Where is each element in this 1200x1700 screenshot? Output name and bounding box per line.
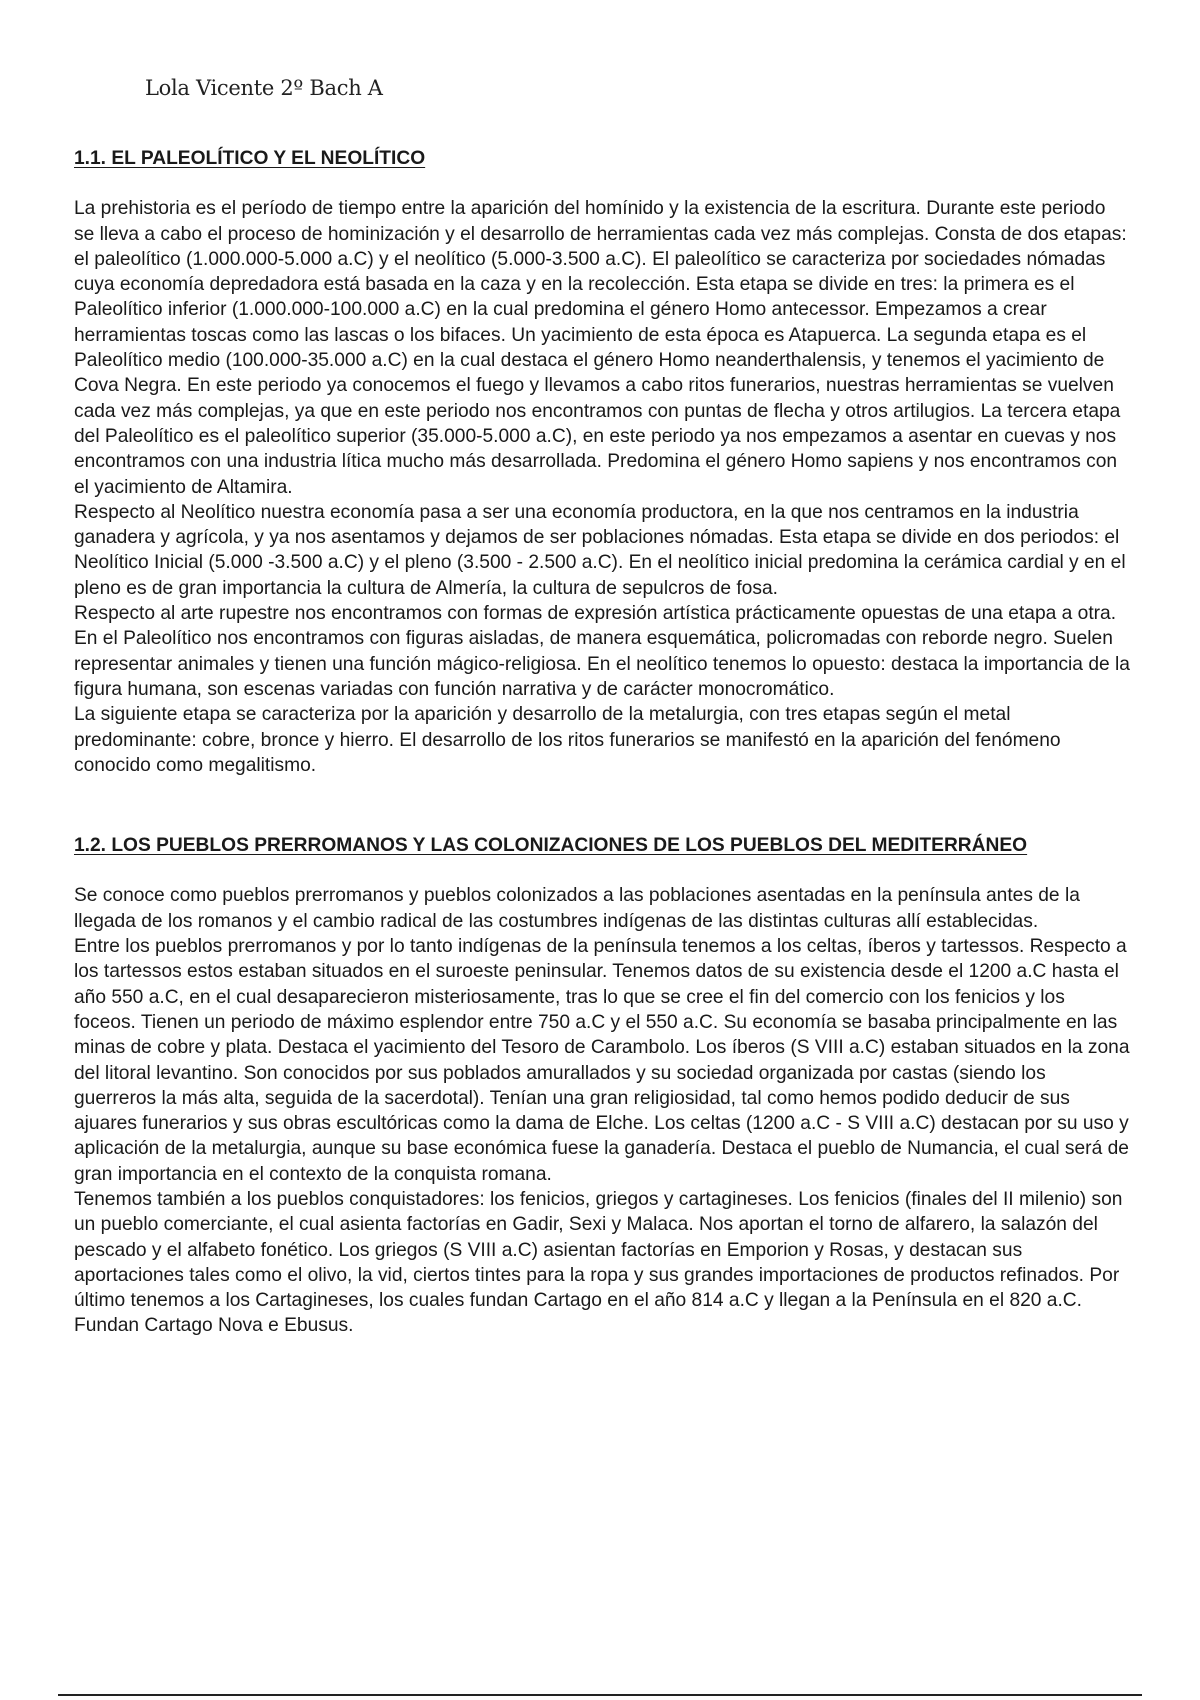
section-title: 1.1. EL PALEOLÍTICO Y EL NEOLÍTICO — [74, 148, 426, 169]
author-header: Lola Vicente 2º Bach A — [145, 76, 383, 100]
section-pueblos-prerromanos — [74, 833, 1130, 1339]
footer-divider — [58, 1694, 1142, 1696]
section-title: 1.2. LOS PUEBLOS PRERROMANOS Y LAS COLONIZACIONES DE LOS PUEBLOS DEL MEDITERRÁNEO — [74, 835, 1028, 857]
paragraph: Entre los pueblos prerromanos y por lo tanto indígenas de la península tenemos a los celtas, íberos y tartessos. Respecto a los tartessos estos estaban situados en el suroeste peninsular. Tenemos datos de su existencia desde el 1200 a.C hasta el año 550 a.C, en el cual desaparecieron misteriosamente, tras lo que se cree el fin del comercio con los fenicios y los foceos. Tienen un periodo de máximo esplendor entre 750 a.C y el 550 a.C. Su economía se basaba principalmente en las minas de cobre y plata. Destaca el yacimiento del Tesoro de Carambolo. Los íberos (S VIII a.C) estaban situados en la zona del litoral levantino. Son conocidos por sus poblados amurallados y su sociedad organizada por castas (siendo los guerreros la más alta, seguida de la sacerdotal). Tenían una gran religiosidad, tal como hemos podido deducir de sus ajuares funerarios y sus obras escultóricas como la dama de Elche. Los celtas (1200 a.C - S VIII a.C) destacan por su uso y aplicación de la metalurgia, aunque su base económica fuese la ganadería. Destaca el pueblo de Numancia, el cual será de gran importancia en el contexto de la conquista romana. — [74, 936, 1130, 1185]
paragraph: Respecto al arte rupestre nos encontramos con formas de expresión artística prácticamente opuestas de una etapa a otra. En el Paleolítico nos encontramos con figuras aisladas, de manera esquemática, policromadas con reborde negro. Suelen representar animales y tienen una función mágico-religiosa. En el neolítico tenemos lo opuesto: destaca la importancia de la figura humana, son escenas variadas con función narrativa y de carácter monocromático. — [74, 603, 1130, 700]
section-paleolitico-neolitico — [74, 146, 1130, 778]
paragraph: Tenemos también a los pueblos conquistadores: los fenicios, griegos y cartagineses. Los fenicios (finales del II milenio) son un pueblo comerciante, el cual asienta factorías en Gadir, Sexi y Malaca. Nos aportan el torno de alfarero, la salazón del pescado y el alfabeto fonético. Los griegos (S VIII a.C) asientan factorías en Emporion y Rosas, y destacan sus aportaciones tales como el olivo, la vid, ciertos tintes para la ropa y sus grandes importaciones de productos refinados. Por último tenemos a los Cartagineses, los cuales fundan Cartago en el año 814 a.C y llegan a la Península en el 820 a.C. Fundan Cartago Nova e Ebusus. — [74, 1188, 1123, 1337]
document-body — [74, 146, 1130, 1339]
paragraph: Se conoce como pueblos prerromanos y pueblos colonizados a las poblaciones asentadas en la península antes de la llegada de los romanos y el cambio radical de las costumbres indígenas de las distintas culturas allí establecidas. — [74, 885, 1080, 932]
paragraph: La prehistoria es el período de tiempo entre la aparición del homínido y la existencia de la escritura. Durante este periodo se lleva a cabo el proceso de hominización y el desarrollo de herramientas cada vez más complejas. Consta de dos etapas: el paleolítico (1.000.000-5.000 a.C) y el neolítico (5.000-3.500 a.C). El paleolítico se caracteriza por sociedades nómadas cuya economía depredadora está basada en la caza y en la recolección. Esta etapa se divide en tres: la primera es el Paleolítico inferior (1.000.000-100.000 a.C) en la cual predomina el género Homo antecessor. Empezamos a crear herramientas toscas como las lascas o los bifaces. Un yacimiento de esta época es Atapuerca. La segunda etapa es el Paleolítico medio (100.000-35.000 a.C) en la cual destaca el género Homo neanderthalensis, y tenemos el yacimiento de Cova Negra. En este periodo ya conocemos el fuego y llevamos a cabo ritos funerarios, nuestras herramientas se vuelven cada vez más complejas, ya que en este periodo nos encontramos con puntas de flecha y otros artilugios. La tercera etapa del Paleolítico es el paleolítico superior (35.000-5.000 a.C), en este periodo ya nos empezamos a asentar en cuevas y nos encontramos con una industria lítica mucho más desarrollada. Predomina el género Homo sapiens y nos encontramos con el yacimiento de Altamira. — [74, 198, 1127, 498]
paragraph: Respecto al Neolítico nuestra economía pasa a ser una economía productora, en la que nos centramos en la industria ganadera y agrícola, y ya nos asentamos y dejamos de ser poblaciones nómadas. Esta etapa se divide en dos periodos: el Neolítico Inicial (5.000 -3.500 a.C) y el pleno (3.500 - 2.500 a.C). En el neolítico inicial predomina la cerámica cardial y en el pleno es de gran importancia la cultura de Almería, la cultura de sepulcros de fosa. — [74, 501, 1126, 599]
paragraph: La siguiente etapa se caracteriza por la aparición y desarrollo de la metalurgia, con tres etapas según el metal predominante: cobre, bronce y hierro. El desarrollo de los ritos funerarios se manifestó en la aparición del fenómeno conocido como megalitismo. — [74, 704, 1061, 776]
